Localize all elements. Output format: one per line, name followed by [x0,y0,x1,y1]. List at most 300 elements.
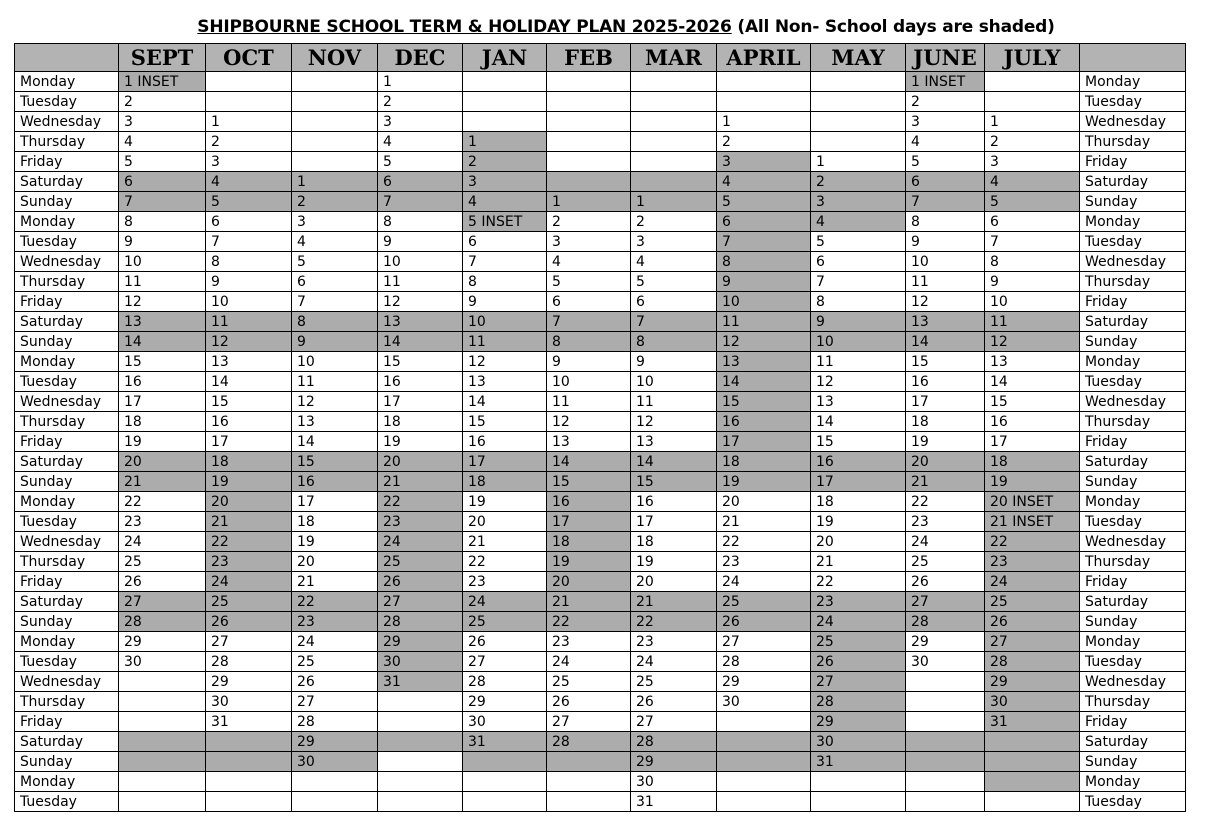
date-cell-mar: 14 [631,452,717,472]
date-cell-oct: 17 [206,432,292,452]
date-cell-oct: 16 [206,412,292,432]
date-cell-sept: 20 [119,452,206,472]
day-label-right: Tuesday [1080,792,1186,812]
date-cell-oct: 24 [206,572,292,592]
date-cell-nov: 4 [292,232,378,252]
day-label: Thursday [15,272,119,292]
day-label-right: Thursday [1080,272,1186,292]
term-plan-table [14,43,1186,812]
date-cell-oct: 15 [206,392,292,412]
date-cell-july: 18 [985,452,1080,472]
day-label: Wednesday [15,532,119,552]
date-cell-oct: 30 [206,692,292,712]
date-cell-oct: 31 [206,712,292,732]
date-cell-july [985,732,1080,752]
date-cell-jan: 7 [463,252,547,272]
date-cell-mar: 19 [631,552,717,572]
date-cell-july: 20 INSET [985,492,1080,512]
date-cell-june [906,772,985,792]
date-cell-may: 10 [811,332,906,352]
day-label: Tuesday [15,512,119,532]
day-label: Saturday [15,732,119,752]
date-cell-oct [206,752,292,772]
table-row [15,772,1186,792]
date-cell-july: 4 [985,172,1080,192]
date-cell-april: 24 [717,572,811,592]
date-cell-feb: 15 [547,472,631,492]
date-cell-may: 29 [811,712,906,732]
date-cell-sept: 22 [119,492,206,512]
date-cell-nov: 15 [292,452,378,472]
table-row [15,452,1186,472]
day-label: Monday [15,492,119,512]
date-cell-dec: 12 [378,292,463,312]
table-row [15,572,1186,592]
date-cell-jan [463,772,547,792]
day-label: Wednesday [15,252,119,272]
date-cell-jan: 22 [463,552,547,572]
date-cell-mar: 8 [631,332,717,352]
date-cell-mar: 16 [631,492,717,512]
date-cell-feb: 26 [547,692,631,712]
date-cell-april: 10 [717,292,811,312]
date-cell-feb: 10 [547,372,631,392]
date-cell-sept: 9 [119,232,206,252]
date-cell-july: 11 [985,312,1080,332]
day-label-right: Monday [1080,772,1186,792]
date-cell-sept [119,772,206,792]
date-cell-feb: 22 [547,612,631,632]
date-cell-june: 5 [906,152,985,172]
date-cell-mar [631,132,717,152]
date-cell-nov [292,92,378,112]
table-row [15,692,1186,712]
date-cell-may: 25 [811,632,906,652]
date-cell-jan: 11 [463,332,547,352]
date-cell-jan [463,92,547,112]
date-cell-dec: 5 [378,152,463,172]
date-cell-june: 15 [906,352,985,372]
date-cell-april [717,732,811,752]
date-cell-july: 31 [985,712,1080,732]
date-cell-april: 5 [717,192,811,212]
date-cell-sept: 21 [119,472,206,492]
day-label: Tuesday [15,372,119,392]
date-cell-april: 1 [717,112,811,132]
date-cell-mar [631,92,717,112]
date-cell-nov: 18 [292,512,378,532]
date-cell-mar: 30 [631,772,717,792]
date-cell-feb: 16 [547,492,631,512]
date-cell-may: 1 [811,152,906,172]
table-row [15,332,1186,352]
date-cell-nov [292,112,378,132]
date-cell-jan: 26 [463,632,547,652]
date-cell-mar: 21 [631,592,717,612]
date-cell-july: 26 [985,612,1080,632]
date-cell-july [985,92,1080,112]
day-label-right: Tuesday [1080,92,1186,112]
date-cell-dec: 10 [378,252,463,272]
date-cell-sept [119,752,206,772]
date-cell-may: 11 [811,352,906,372]
day-label-right: Friday [1080,152,1186,172]
day-label: Saturday [15,592,119,612]
date-cell-july: 22 [985,532,1080,552]
date-cell-may: 22 [811,572,906,592]
date-cell-sept: 2 [119,92,206,112]
date-cell-sept: 3 [119,112,206,132]
date-cell-dec: 23 [378,512,463,532]
date-cell-nov: 25 [292,652,378,672]
date-cell-jan: 19 [463,492,547,512]
date-cell-jan [463,72,547,92]
date-cell-april [717,72,811,92]
date-cell-may [811,132,906,152]
date-cell-dec: 6 [378,172,463,192]
day-label: Thursday [15,412,119,432]
date-cell-july: 5 [985,192,1080,212]
month-header-nov: NOV [292,44,378,72]
date-cell-feb [547,792,631,812]
title-main: SHIPBOURNE SCHOOL TERM & HOLIDAY PLAN 2025-2026 [197,17,732,37]
date-cell-oct: 9 [206,272,292,292]
date-cell-feb: 5 [547,272,631,292]
date-cell-june: 8 [906,212,985,232]
date-cell-may: 4 [811,212,906,232]
date-cell-jan: 28 [463,672,547,692]
date-cell-oct: 14 [206,372,292,392]
date-cell-may: 30 [811,732,906,752]
date-cell-june: 17 [906,392,985,412]
date-cell-may: 28 [811,692,906,712]
date-cell-jan: 15 [463,412,547,432]
date-cell-feb: 27 [547,712,631,732]
date-cell-nov: 22 [292,592,378,612]
date-cell-dec: 16 [378,372,463,392]
header-corner-left [15,44,119,72]
day-label: Thursday [15,692,119,712]
date-cell-sept: 15 [119,352,206,372]
table-row [15,552,1186,572]
date-cell-sept: 6 [119,172,206,192]
date-cell-may: 23 [811,592,906,612]
date-cell-oct: 3 [206,152,292,172]
date-cell-dec: 4 [378,132,463,152]
day-label-right: Friday [1080,572,1186,592]
date-cell-oct: 11 [206,312,292,332]
date-cell-oct: 5 [206,192,292,212]
date-cell-may: 15 [811,432,906,452]
day-label: Sunday [15,752,119,772]
date-cell-april: 11 [717,312,811,332]
date-cell-july: 21 INSET [985,512,1080,532]
day-label: Monday [15,212,119,232]
day-label-right: Thursday [1080,412,1186,432]
date-cell-nov: 14 [292,432,378,452]
date-cell-feb: 18 [547,532,631,552]
date-cell-april: 18 [717,452,811,472]
date-cell-july [985,752,1080,772]
date-cell-oct: 1 [206,112,292,132]
date-cell-june: 12 [906,292,985,312]
table-row [15,512,1186,532]
date-cell-dec: 17 [378,392,463,412]
table-row [15,92,1186,112]
date-cell-mar: 7 [631,312,717,332]
date-cell-april: 22 [717,532,811,552]
day-label: Monday [15,632,119,652]
date-cell-jan: 18 [463,472,547,492]
date-cell-oct [206,72,292,92]
date-cell-june: 30 [906,652,985,672]
date-cell-dec: 8 [378,212,463,232]
date-cell-may [811,92,906,112]
date-cell-oct: 19 [206,472,292,492]
date-cell-april: 23 [717,552,811,572]
date-cell-oct: 13 [206,352,292,372]
date-cell-feb: 9 [547,352,631,372]
date-cell-sept: 13 [119,312,206,332]
date-cell-nov: 2 [292,192,378,212]
day-label: Friday [15,292,119,312]
date-cell-sept [119,692,206,712]
date-cell-dec: 15 [378,352,463,372]
day-label-right: Wednesday [1080,112,1186,132]
month-header-may: MAY [811,44,906,72]
date-cell-jan: 13 [463,372,547,392]
date-cell-july: 7 [985,232,1080,252]
date-cell-may: 13 [811,392,906,412]
date-cell-dec: 18 [378,412,463,432]
date-cell-jan [463,752,547,772]
date-cell-may: 21 [811,552,906,572]
date-cell-dec: 25 [378,552,463,572]
date-cell-nov: 29 [292,732,378,752]
date-cell-jan: 6 [463,232,547,252]
day-label-right: Tuesday [1080,232,1186,252]
date-cell-mar: 6 [631,292,717,312]
month-header-july: JULY [985,44,1080,72]
table-row [15,412,1186,432]
date-cell-mar: 2 [631,212,717,232]
day-label-right: Saturday [1080,452,1186,472]
date-cell-may: 17 [811,472,906,492]
date-cell-dec: 20 [378,452,463,472]
date-cell-nov [292,792,378,812]
date-cell-nov: 9 [292,332,378,352]
date-cell-april: 25 [717,592,811,612]
day-label-right: Monday [1080,352,1186,372]
date-cell-may [811,792,906,812]
date-cell-sept: 26 [119,572,206,592]
date-cell-may: 18 [811,492,906,512]
date-cell-oct [206,792,292,812]
date-cell-june: 2 [906,92,985,112]
date-cell-sept: 30 [119,652,206,672]
date-cell-may [811,72,906,92]
date-cell-july: 29 [985,672,1080,692]
table-row [15,352,1186,372]
date-cell-april: 28 [717,652,811,672]
date-cell-nov [292,152,378,172]
date-cell-feb [547,132,631,152]
date-cell-nov [292,72,378,92]
table-row [15,632,1186,652]
date-cell-sept: 24 [119,532,206,552]
day-label: Sunday [15,332,119,352]
date-cell-june: 23 [906,512,985,532]
date-cell-feb: 4 [547,252,631,272]
date-cell-dec: 22 [378,492,463,512]
date-cell-june: 7 [906,192,985,212]
date-cell-sept [119,792,206,812]
table-row [15,712,1186,732]
date-cell-mar: 28 [631,732,717,752]
date-cell-april: 2 [717,132,811,152]
date-cell-nov: 26 [292,672,378,692]
date-cell-feb: 12 [547,412,631,432]
date-cell-mar: 13 [631,432,717,452]
date-cell-jan: 3 [463,172,547,192]
date-cell-oct [206,732,292,752]
date-cell-april: 9 [717,272,811,292]
date-cell-july: 2 [985,132,1080,152]
date-cell-june: 3 [906,112,985,132]
day-label: Thursday [15,132,119,152]
date-cell-oct: 25 [206,592,292,612]
date-cell-feb: 11 [547,392,631,412]
date-cell-june: 22 [906,492,985,512]
day-label: Tuesday [15,92,119,112]
date-cell-jan: 5 INSET [463,212,547,232]
date-cell-mar: 18 [631,532,717,552]
date-cell-sept: 19 [119,432,206,452]
date-cell-july: 19 [985,472,1080,492]
date-cell-july: 14 [985,372,1080,392]
month-header-jan: JAN [463,44,547,72]
date-cell-april: 3 [717,152,811,172]
date-cell-jan: 27 [463,652,547,672]
table-row [15,432,1186,452]
date-cell-oct: 4 [206,172,292,192]
date-cell-mar: 22 [631,612,717,632]
date-cell-feb: 20 [547,572,631,592]
date-cell-sept: 5 [119,152,206,172]
date-cell-dec: 13 [378,312,463,332]
day-label-right: Sunday [1080,472,1186,492]
date-cell-sept [119,712,206,732]
date-cell-mar [631,152,717,172]
date-cell-feb: 17 [547,512,631,532]
month-header-june: JUNE [906,44,985,72]
date-cell-may: 26 [811,652,906,672]
date-cell-april: 26 [717,612,811,632]
date-cell-nov: 23 [292,612,378,632]
date-cell-april: 19 [717,472,811,492]
date-cell-jan: 8 [463,272,547,292]
date-cell-mar: 12 [631,412,717,432]
table-row [15,172,1186,192]
date-cell-may: 5 [811,232,906,252]
table-row [15,232,1186,252]
table-row [15,492,1186,512]
date-cell-june: 13 [906,312,985,332]
date-cell-mar: 24 [631,652,717,672]
date-cell-may: 12 [811,372,906,392]
date-cell-oct [206,772,292,792]
date-cell-april: 21 [717,512,811,532]
date-cell-may [811,112,906,132]
date-cell-dec [378,692,463,712]
date-cell-june: 26 [906,572,985,592]
date-cell-jan: 31 [463,732,547,752]
table-row [15,652,1186,672]
date-cell-may: 2 [811,172,906,192]
date-cell-jan: 2 [463,152,547,172]
date-cell-sept: 27 [119,592,206,612]
date-cell-dec: 30 [378,652,463,672]
date-cell-feb: 24 [547,652,631,672]
day-label-right: Sunday [1080,192,1186,212]
day-label: Sunday [15,192,119,212]
date-cell-april [717,792,811,812]
date-cell-dec [378,792,463,812]
date-cell-dec: 2 [378,92,463,112]
date-cell-june [906,692,985,712]
date-cell-jan: 12 [463,352,547,372]
day-label: Wednesday [15,112,119,132]
date-cell-mar: 27 [631,712,717,732]
date-cell-sept: 4 [119,132,206,152]
day-label-right: Friday [1080,432,1186,452]
table-row [15,152,1186,172]
table-row [15,612,1186,632]
date-cell-june [906,732,985,752]
date-cell-sept: 16 [119,372,206,392]
day-label-right: Monday [1080,212,1186,232]
date-cell-june: 28 [906,612,985,632]
date-cell-jan: 23 [463,572,547,592]
date-cell-nov: 30 [292,752,378,772]
date-cell-feb [547,752,631,772]
month-header-mar: MAR [631,44,717,72]
document-title [0,17,1207,37]
date-cell-mar: 26 [631,692,717,712]
month-header-row [15,44,1186,72]
date-cell-nov: 21 [292,572,378,592]
date-cell-june: 29 [906,632,985,652]
day-label-right: Wednesday [1080,252,1186,272]
date-cell-mar: 5 [631,272,717,292]
date-cell-dec: 11 [378,272,463,292]
day-label: Monday [15,352,119,372]
date-cell-june: 16 [906,372,985,392]
day-label-right: Sunday [1080,752,1186,772]
date-cell-jan: 4 [463,192,547,212]
date-cell-june: 24 [906,532,985,552]
date-cell-sept: 25 [119,552,206,572]
day-label: Saturday [15,452,119,472]
date-cell-feb: 8 [547,332,631,352]
day-label-right: Monday [1080,72,1186,92]
date-cell-feb [547,152,631,172]
date-cell-dec: 26 [378,572,463,592]
date-cell-mar: 25 [631,672,717,692]
date-cell-may: 16 [811,452,906,472]
date-cell-oct: 8 [206,252,292,272]
date-cell-july: 3 [985,152,1080,172]
